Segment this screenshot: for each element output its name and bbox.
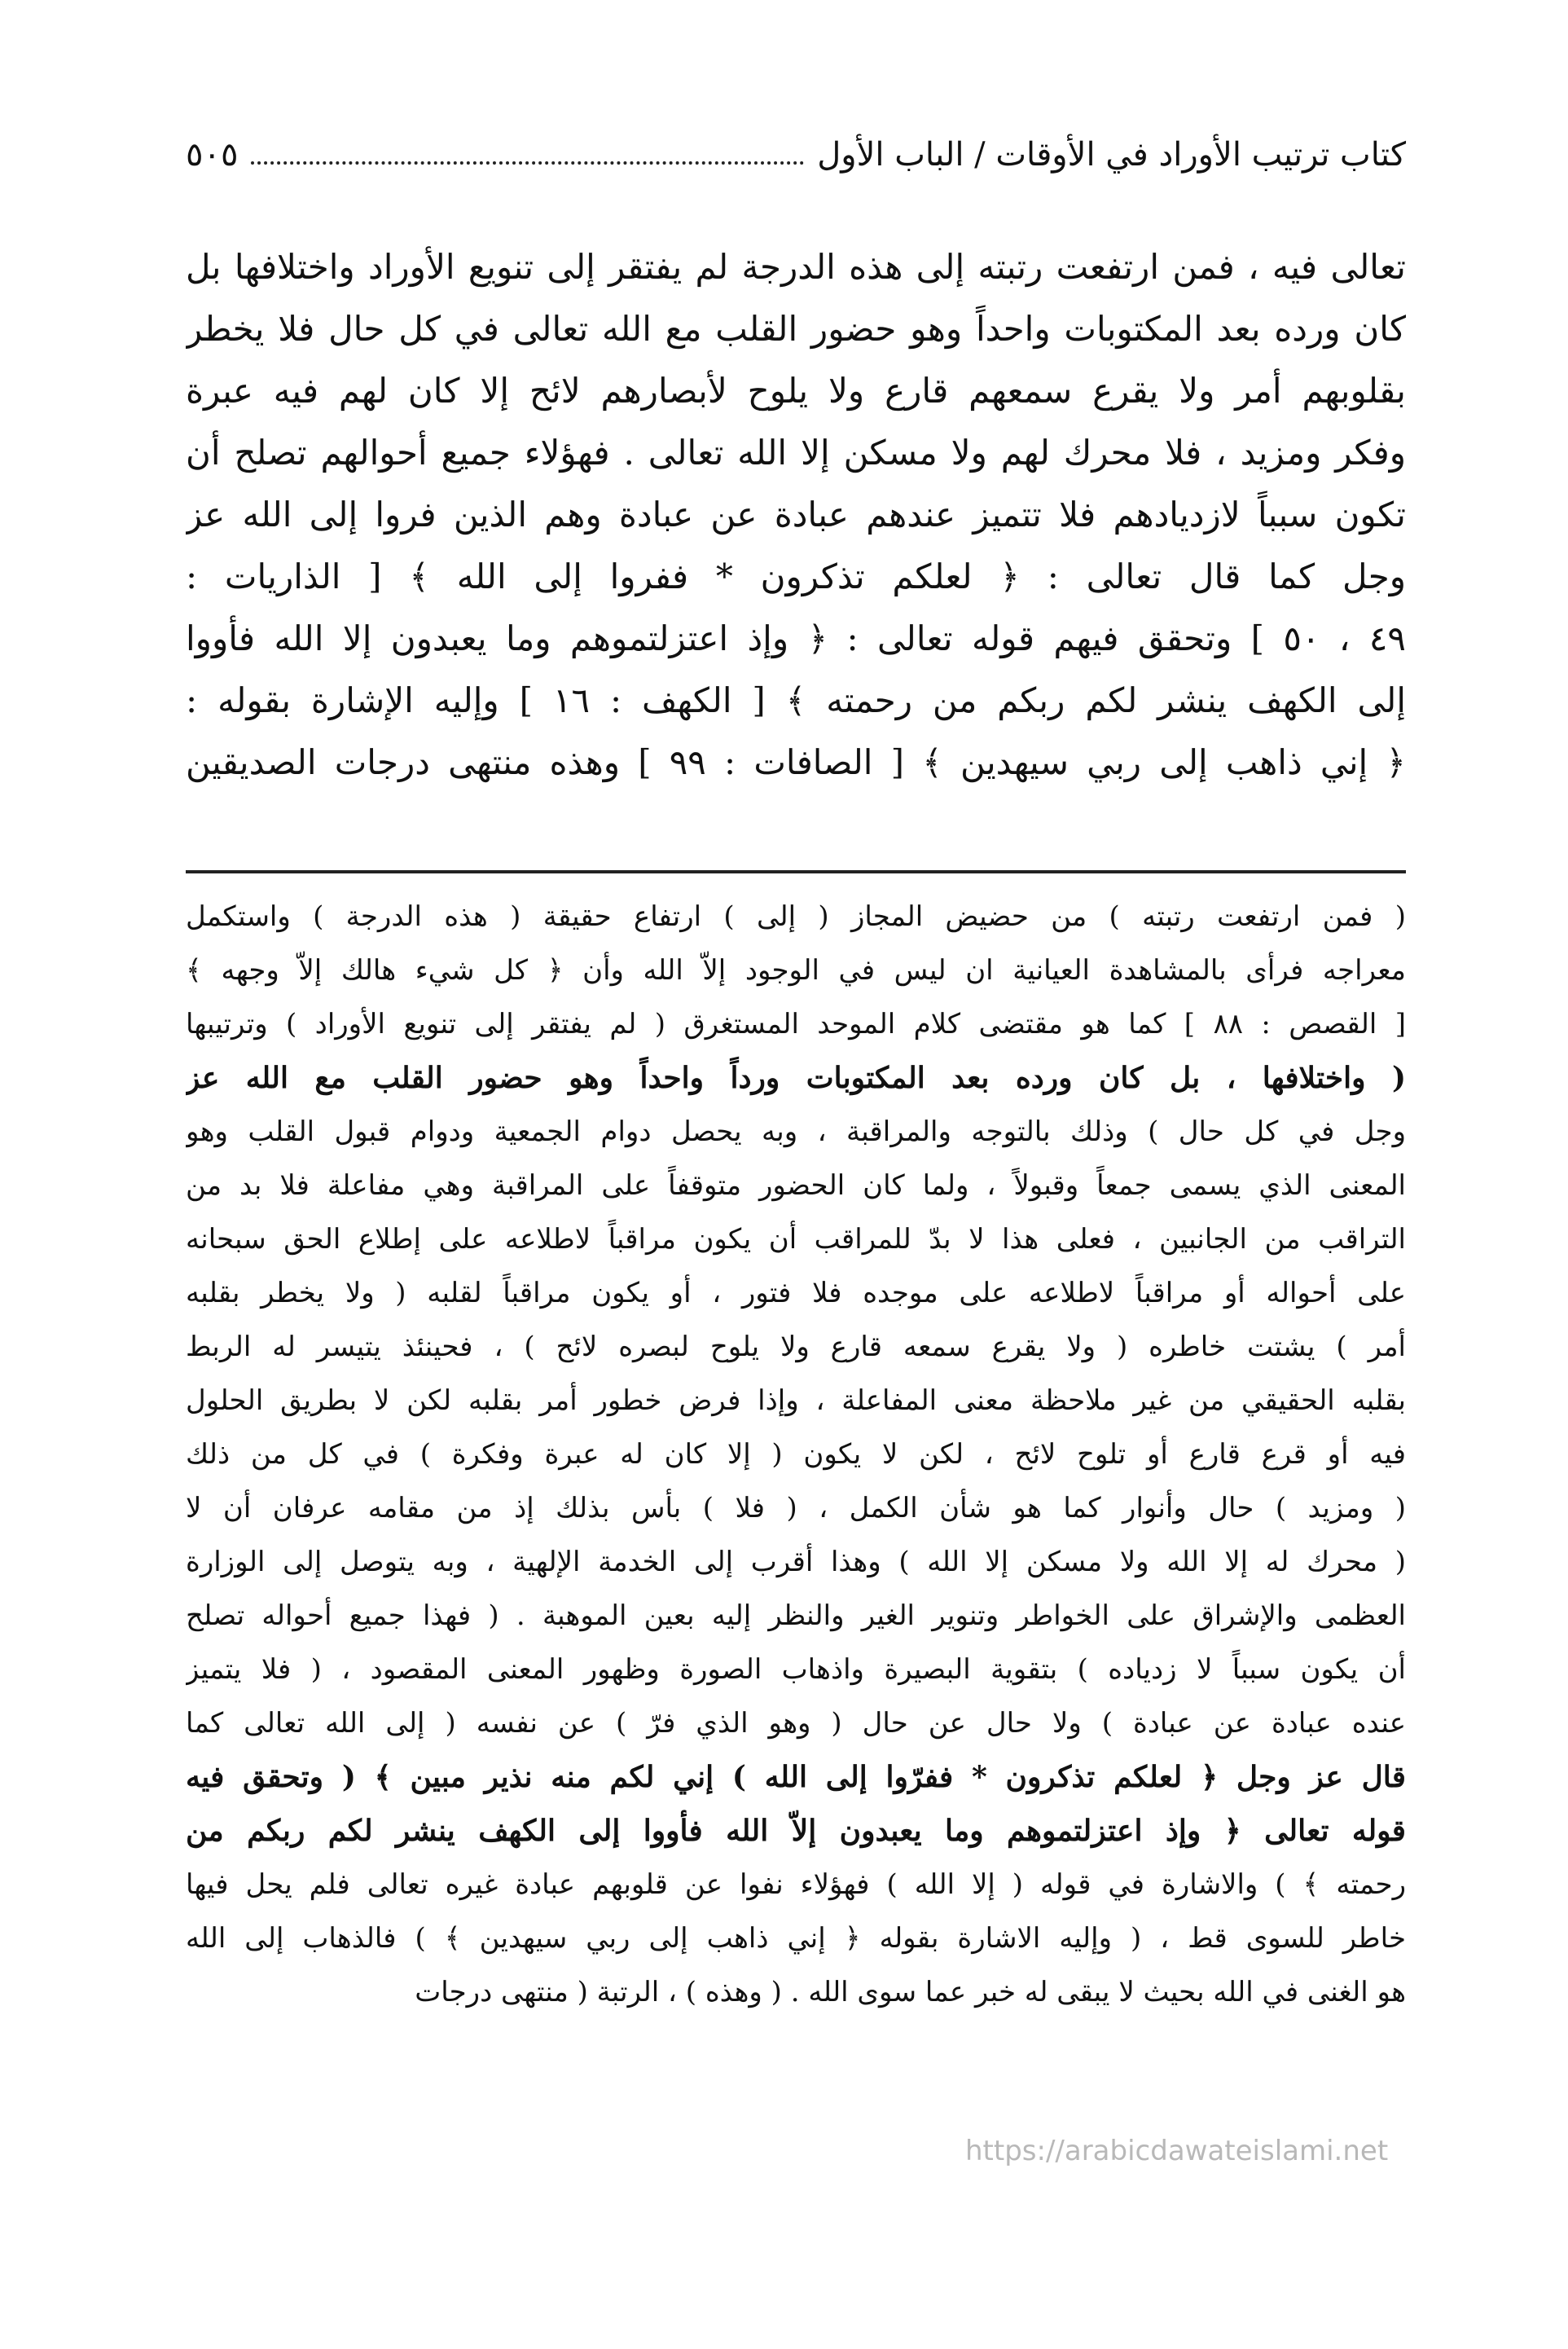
commentary-line: وجل في كل حال ) وذلك بالتوجه والمراقبة ، وبه يحصل دوام الجمعية ودوام قبول القلب وهو <box>186 1115 1406 1148</box>
main-text-line: بقلوبهم أمر ولا يقرع سمعهم قارع ولا يلوح لأبصارهم لائح إلا كان لهم فيه عبرة <box>186 371 1406 411</box>
main-text-line: ٤٩ ، ٥٠ ] وتحقق فيهم قوله تعالى : ﴿ وإذ اعتزلتموهم وما يعبدون إلا الله فأووا <box>186 618 1406 658</box>
commentary-line: فيه أو قرع قارع أو تلوح لائح ، لكن لا يكون ( إلا كان له عبرة وفكرة ) في كل من ذلك <box>186 1438 1406 1471</box>
commentary-line: [ القصص : ٨٨ ] كما هو مقتضى كلام الموحد المستغرق ( لم يفتقر إلى تنويع الأوراد ) وترتيبها <box>186 1008 1406 1040</box>
main-text-line: إلى الكهف ينشر لكم ربكم من رحمته ﴾ [ الكهف : ١٦ ] وإليه الإشارة بقوله : <box>186 680 1406 720</box>
commentary-line: رحمته ﴾ ) والاشارة في قوله ( إلا الله ) فهؤلاء نفوا عن قلوبهم عبادة غيره تعالى فلم يحل فيها <box>186 1868 1406 1901</box>
main-text-line: تعالى فيه ، فمن ارتفعت رتبته إلى هذه الدرجة لم يفتقر إلى تنويع الأوراد واختلافها بل <box>186 247 1406 287</box>
header-leader-dots <box>251 145 804 165</box>
commentary-line: التراقب من الجانبين ، فعلى هذا لا بدّ للمراقب أن يكون مراقباً لاطلاعه على إطلاع الحق سبحانه <box>186 1223 1406 1256</box>
commentary-line: بقلبه الحقيقي من غير ملاحظة معنى المفاعلة ، وإذا فرض خطور أمر بقلبه لكن لا بطريق الحلول <box>186 1384 1406 1417</box>
watermark-url: https://arabicdawateislami.net <box>965 2135 1389 2167</box>
page-number: ٥٠٥ <box>186 136 239 174</box>
section-divider <box>186 870 1406 873</box>
commentary-line: معراجه فرأى بالمشاهدة العيانية ان ليس في الوجود إلاّ الله وأن ﴿ كل شيء هالك إلاّ وجهه ﴾ <box>186 954 1406 987</box>
commentary-line: هو الغنى في الله بحيث لا يبقى له خبر عما سوى الله . ( وهذه ) ، الرتبة ( منتهى درجات <box>415 1976 1406 2008</box>
main-text-line: تكون سبباً لازديادهم فلا تتميز عندهم عبادة عن عبادة وهم الذين فروا إلى الله عز <box>186 495 1406 534</box>
commentary-block <box>186 890 1406 2019</box>
commentary-line: عنده عبادة عن عبادة ) ولا حال عن حال ( وهو الذي فرّ ) عن نفسه ( إلى الله تعالى كما <box>186 1707 1406 1740</box>
header-title: كتاب ترتيب الأوراد في الأوقات / الباب الأول <box>817 136 1406 174</box>
running-header <box>186 122 1406 187</box>
commentary-line: قوله تعالى ﴿ وإذ اعتزلتموهم وما يعبدون إلاّ الله فأووا إلى الكهف ينشر لكم ربكم من <box>186 1814 1406 1848</box>
main-text-line: وجل كما قال تعالى : ﴿ لعلكم تذكرون * ففروا إلى الله ﴾ [ الذاريات : <box>186 556 1406 596</box>
main-text-line: وفكر ومزيد ، فلا محرك لهم ولا مسكن إلا الله تعالى . فهؤلاء جميع أحوالهم تصلح أن <box>186 433 1406 473</box>
commentary-line: العظمى والإشراق على الخواطر وتنوير الغير والنظر إليه بعين الموهبة . ( فهذا جميع أحواله تصلح <box>186 1599 1406 1632</box>
commentary-line: ( محرك له إلا الله ولا مسكن إلا الله ) وهذا أقرب إلى الخدمة الإلهية ، وبه يتوصل إلى الوزارة <box>186 1546 1406 1578</box>
main-text-block <box>186 236 1406 794</box>
commentary-line: أمر ) يشتت خاطره ( ولا يقرع سمعه قارع ولا يلوح لبصره لائح ) ، فحينئذ يتيسر له الربط <box>186 1331 1406 1363</box>
main-text-line: ﴿ إني ذاهب إلى ربي سيهدين ﴾ [ الصافات : ٩٩ ] وهذه منتهى درجات الصديقين <box>186 742 1406 782</box>
commentary-line: ( واختلافها ، بل كان ورده بعد المكتوبات ورداً واحداً وهو حضور القلب مع الله عز <box>186 1061 1406 1095</box>
main-text-line: كان ورده بعد المكتوبات واحداً وهو حضور القلب مع الله تعالى في كل حال فلا يخطر <box>186 309 1406 349</box>
commentary-line: ( فمن ارتفعت رتبته ) من حضيض المجاز ( إلى ) ارتفاع حقيقة ( هذه الدرجة ) واستكمل <box>186 900 1406 933</box>
commentary-line: قال عز وجل ﴿ لعلكم تذكرون * ففرّوا إلى الله ) إني لكم منه نذير مبين ﴾ ( وتحقق فيه <box>186 1760 1406 1794</box>
commentary-line: خاطر للسوى قط ، ( وإليه الاشارة بقوله ﴿ إني ذاهب إلى ربي سيهدين ﴾ ) فالذهاب إلى الله <box>186 1922 1406 1955</box>
commentary-line: أن يكون سبباً لا زدياده ) بتقوية البصيرة واذهاب الصورة وظهور المعنى المقصود ، ( فلا يتميز <box>186 1653 1406 1686</box>
commentary-line: ( ومزيد ) حال وأنوار كما هو شأن الكمل ، ( فلا ) بأس بذلك إذ من مقامه عرفان أن لا <box>186 1492 1406 1524</box>
commentary-line: المعنى الذي يسمى جمعاً وقبولاً ، ولما كان الحضور متوقفاً على المراقبة وهي مفاعلة فلا بد من <box>186 1169 1406 1202</box>
commentary-line: على أحواله أو مراقباً لاطلاعه على موجده فلا فتور ، أو يكون مراقباً لقلبه ( ولا يخطر بقلبه <box>186 1277 1406 1309</box>
